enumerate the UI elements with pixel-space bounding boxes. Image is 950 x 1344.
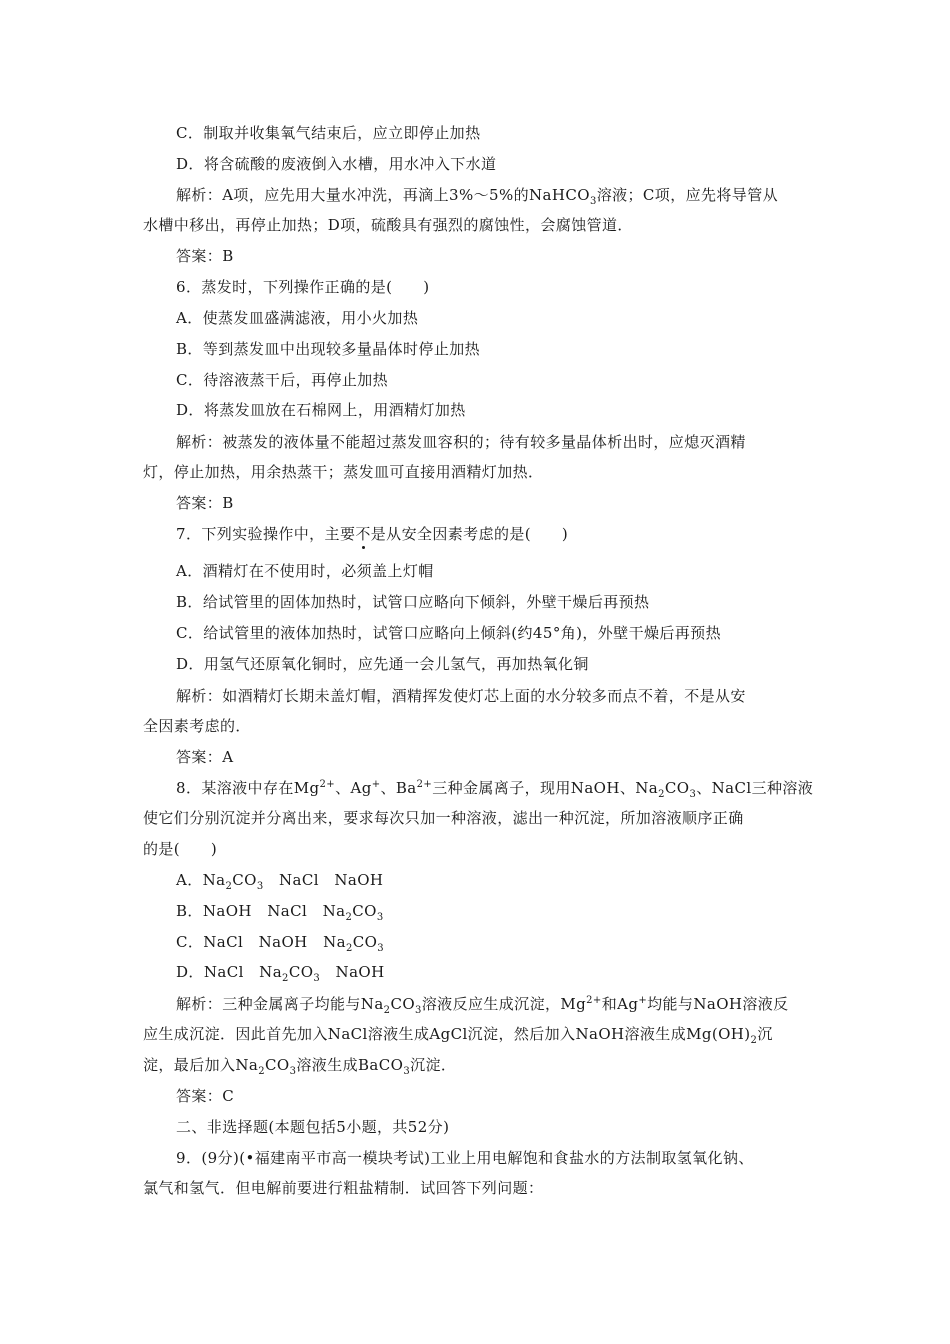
superscript: + <box>638 995 648 1006</box>
text: 解析：三种金属离子均能与Na <box>176 995 384 1013</box>
q6-option-b <box>176 339 480 359</box>
emphasis-dot-text: 不 <box>355 525 371 543</box>
subscript: 2 <box>658 789 665 800</box>
text: B．NaOH NaCl Na <box>176 902 346 920</box>
text: CO <box>232 871 257 889</box>
subscript: 3 <box>256 881 264 892</box>
text: D．将蒸发皿放在石棉网上，用酒精灯加热 <box>176 401 466 419</box>
text: NaCl NaOH <box>263 871 384 889</box>
superscript: + <box>371 779 381 790</box>
text: 水槽中移出，再停止加热；D项，硫酸具有强烈的腐蚀性，会腐蚀管道． <box>143 216 633 234</box>
subscript: 3 <box>403 1066 411 1077</box>
text: D．NaCl Na <box>176 963 283 981</box>
subscript: 2 <box>345 912 353 923</box>
text: 、NaCl三种溶液 <box>696 779 814 797</box>
q8-analysis-line1 <box>176 994 789 1014</box>
section-heading <box>176 1117 449 1137</box>
text: 沉 <box>757 1025 773 1043</box>
text: 、Ag <box>335 779 372 797</box>
q6-stem <box>176 277 429 297</box>
q6-answer <box>176 493 234 513</box>
q6-option-a <box>176 308 418 328</box>
text: CO <box>352 933 378 951</box>
q9-stem-line1 <box>176 1148 754 1168</box>
q8-stem-line3 <box>143 839 217 859</box>
text: 7．下列实验操作中，主要 <box>176 525 356 543</box>
text: 全因素考虑的． <box>143 717 251 735</box>
q7-option-a <box>176 561 434 581</box>
q8-option-d <box>176 962 385 982</box>
text: 溶液；C项，应先将导管从 <box>596 186 778 204</box>
text: 沉淀． <box>410 1056 457 1074</box>
text: CO <box>390 995 416 1013</box>
text: D．将含硫酸的废液倒入水槽，用水冲入下水道 <box>176 155 497 173</box>
subscript: 3 <box>313 973 321 984</box>
text: 二、非选择题(本题包括5小题，共52分) <box>176 1118 450 1136</box>
q8-analysis-line2 <box>143 1024 773 1044</box>
q8-stem-line1 <box>176 778 813 798</box>
q8-stem-line2 <box>143 808 744 828</box>
text: 淀，最后加入Na <box>143 1056 259 1074</box>
text: 解析：如酒精灯长期未盖灯帽，酒精挥发使灯芯上面的水分较多而点不着，不是从安 <box>176 687 746 705</box>
subscript: 2 <box>282 973 289 984</box>
text: B．给试管里的固体加热时，试管口应略向下倾斜，外壁干燥后再预热 <box>176 593 650 611</box>
q5-analysis-line2 <box>143 215 633 235</box>
text: 和Ag <box>601 995 639 1013</box>
superscript: 2+ <box>586 995 602 1006</box>
q9-stem-line2 <box>143 1178 543 1198</box>
subscript: 2 <box>750 1035 758 1046</box>
text: 使它们分别沉淀并分离出来，要求每次只加一种溶液，滤出一种沉淀，所加溶液顺序正确 <box>143 809 744 827</box>
text: 溶液生成BaCO <box>296 1056 404 1074</box>
text: 、Ba <box>380 779 417 797</box>
q8-analysis-line3 <box>143 1055 456 1075</box>
text: 溶液反应生成沉淀，Mg <box>421 995 587 1013</box>
text: C．制取并收集氧气结束后，应立即停止加热 <box>176 124 481 142</box>
subscript: 3 <box>589 196 597 207</box>
q5-option-d <box>176 154 496 174</box>
text: A．Na <box>176 871 226 889</box>
q7-stem <box>176 524 568 544</box>
q6-analysis-line1 <box>176 432 746 452</box>
text: 答案：C <box>176 1087 235 1105</box>
q6-analysis-line2 <box>143 462 543 482</box>
q5-analysis-line1 <box>176 185 778 205</box>
subscript: 3 <box>376 912 384 923</box>
text: 答案：A <box>176 748 234 766</box>
text: 答案：B <box>176 247 234 265</box>
q8-option-b <box>176 901 384 921</box>
q6-option-c <box>176 370 388 390</box>
text: C．NaCl NaOH Na <box>176 933 346 951</box>
text: CO <box>265 1056 290 1074</box>
q8-option-a <box>176 870 383 890</box>
text: CO <box>288 963 314 981</box>
text: 8．某溶液中存在Mg <box>176 779 320 797</box>
subscript: 3 <box>689 789 697 800</box>
q7-analysis-line2 <box>143 716 251 736</box>
subscript: 2 <box>383 1005 391 1016</box>
q8-option-c <box>176 932 384 952</box>
text: 答案：B <box>176 494 234 512</box>
q6-option-d <box>176 400 466 420</box>
text: A．酒精灯在不使用时，必须盖上灯帽 <box>176 562 434 580</box>
subscript: 3 <box>415 1005 422 1016</box>
subscript: 2 <box>225 881 233 892</box>
subscript: 3 <box>289 1066 297 1077</box>
subscript: 3 <box>377 943 385 954</box>
text: B．等到蒸发皿中出现较多量晶体时停止加热 <box>176 340 481 358</box>
text: C．待溶液蒸干后，再停止加热 <box>176 371 389 389</box>
subscript: 2 <box>345 943 353 954</box>
text: 均能与NaOH溶液反 <box>647 995 789 1013</box>
q7-option-b <box>176 592 649 612</box>
text: 应生成沉淀．因此首先加入NaCl溶液生成AgCl沉淀，然后加入NaOH溶液生成Mg(OH) <box>143 1025 751 1043</box>
q7-analysis-line1 <box>176 686 746 706</box>
q7-answer <box>176 747 233 767</box>
text: CO <box>664 779 690 797</box>
superscript: 2+ <box>416 779 433 790</box>
q5-option-c <box>176 123 480 143</box>
text: 解析：A项，应先用大量水冲洗，再滴上3%～5%的NaHCO <box>176 186 590 204</box>
text: 6．蒸发时，下列操作正确的是( ) <box>176 278 430 296</box>
q5-answer <box>176 246 234 266</box>
text: 氯气和氢气．但电解前要进行粗盐精制．试回答下列问题： <box>143 1179 544 1197</box>
q7-option-c <box>176 623 721 643</box>
text: C．给试管里的液体加热时，试管口应略向上倾斜(约45°角)，外壁干燥后再预热 <box>176 624 721 642</box>
q7-option-d <box>176 654 589 674</box>
text: 三种金属离子，现用NaOH、Na <box>432 779 659 797</box>
text: 的是( ) <box>143 840 218 858</box>
text: A．使蒸发皿盛满滤液，用小火加热 <box>176 309 419 327</box>
text: 解析：被蒸发的液体量不能超过蒸发皿容积的；待有较多量晶体析出时，应熄灭酒精 <box>176 433 746 451</box>
text: 是从安全因素考虑的是( ) <box>370 525 569 543</box>
text: CO <box>352 902 377 920</box>
subscript: 2 <box>258 1066 266 1077</box>
text: D．用氢气还原氧化铜时，应先通一会儿氢气，再加热氧化铜 <box>176 655 589 673</box>
superscript: 2+ <box>319 779 336 790</box>
q8-answer <box>176 1086 234 1106</box>
text: 灯，停止加热，用余热蒸干；蒸发皿可直接用酒精灯加热． <box>143 463 544 481</box>
text: 9．(9分)(•福建南平市高一模块考试)工业上用电解饱和食盐水的方法制取氢氧化钠、 <box>176 1149 754 1167</box>
text: NaOH <box>320 963 385 981</box>
